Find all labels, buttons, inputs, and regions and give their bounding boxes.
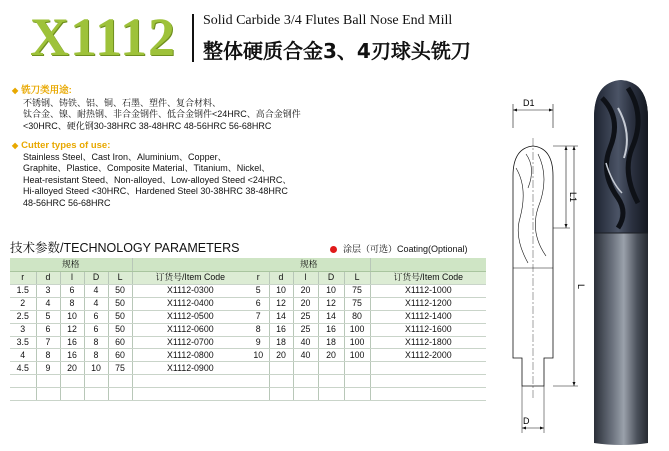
spec-cell	[108, 388, 132, 401]
spec-cell: 20	[269, 349, 293, 362]
spec-cell: 10	[318, 285, 344, 298]
table-row	[10, 310, 248, 323]
spec-cell: 12	[269, 297, 293, 310]
table-row	[248, 349, 486, 362]
item-code-cell: X1112-0700	[132, 336, 248, 349]
spec-cell	[60, 388, 84, 401]
column-header: d	[36, 271, 60, 285]
spec-cell: 10	[84, 362, 108, 375]
spec-cell	[84, 375, 108, 388]
usage-en-line: Graphite、Plastice、Composite Material、Titanium、Nickel、	[23, 163, 271, 174]
spec-cell	[248, 362, 269, 375]
dim-d-label: D	[523, 416, 530, 426]
usage-en-heading	[12, 140, 291, 151]
spec-cell: 7	[248, 310, 269, 323]
coating-dot-icon	[330, 246, 337, 253]
coating-label: 涂层（可选）Coating(Optional)	[343, 244, 468, 254]
column-header: r	[248, 271, 269, 285]
item-code-cell	[132, 375, 248, 388]
table-row	[248, 336, 486, 349]
column-header: 订货号/Item Code	[370, 271, 486, 285]
spec-cell	[36, 375, 60, 388]
spec-cell: 50	[108, 323, 132, 336]
column-header: L	[108, 271, 132, 285]
usage-zh-heading	[12, 82, 301, 96]
spec-cell: 4	[36, 297, 60, 310]
spec-cell: 25	[293, 310, 318, 323]
spec-header: 规格	[10, 258, 132, 271]
parameters-table-left	[10, 258, 248, 401]
spec-cell: 10	[60, 310, 84, 323]
spec-cell	[344, 362, 370, 375]
spec-cell: 5	[36, 310, 60, 323]
spec-cell	[344, 375, 370, 388]
item-code-cell: X1112-1600	[370, 323, 486, 336]
spec-cell: 80	[344, 310, 370, 323]
item-code-cell	[132, 388, 248, 401]
spec-cell	[318, 362, 344, 375]
table-row	[248, 310, 486, 323]
spec-cell: 20	[60, 362, 84, 375]
spec-cell	[269, 388, 293, 401]
usage-zh-line: 不锈钢、铸铁、铝、铜、石墨、塑件、复合材料、	[23, 98, 222, 108]
item-code-cell: X1112-1800	[370, 336, 486, 349]
spec-cell: 2.5	[10, 310, 36, 323]
spec-cell	[293, 375, 318, 388]
spec-cell: 50	[108, 310, 132, 323]
spec-cell: 5	[248, 285, 269, 298]
spec-cell: 100	[344, 349, 370, 362]
table-row	[10, 285, 248, 298]
spec-cell: 8	[84, 349, 108, 362]
item-code-cell	[370, 362, 486, 375]
spec-cell: 20	[293, 297, 318, 310]
spec-cell	[36, 388, 60, 401]
spec-cell: 8	[84, 336, 108, 349]
spec-cell: 16	[318, 323, 344, 336]
spec-cell	[344, 388, 370, 401]
spec-cell: 75	[344, 285, 370, 298]
spec-cell: 50	[108, 297, 132, 310]
spec-cell	[84, 388, 108, 401]
title-divider	[192, 14, 194, 62]
spec-cell	[318, 388, 344, 401]
spec-cell: 2	[10, 297, 36, 310]
spec-cell: 12	[318, 297, 344, 310]
item-code-cell: X1112-0300	[132, 285, 248, 298]
usage-en-line: Hi-alloyed Steed <30HRC、Hardened Steel 30-38HRC 38-48HRC	[23, 186, 288, 197]
spec-cell: 3	[36, 285, 60, 298]
spec-cell	[248, 375, 269, 388]
spec-cell: 3.5	[10, 336, 36, 349]
table-row	[10, 336, 248, 349]
usage-en-line: Stainless Steel、Cast Iron、Aluminium、Copper、	[23, 152, 227, 162]
table-row	[248, 285, 486, 298]
table-row	[248, 297, 486, 310]
table-row	[10, 362, 248, 375]
spec-cell: 16	[60, 336, 84, 349]
spec-cell: 7	[36, 336, 60, 349]
dim-l1-label: L1	[568, 192, 578, 203]
item-code-cell	[370, 375, 486, 388]
table-row	[248, 388, 486, 401]
usage-en-line: 48-56HRC 56-68HRC	[23, 197, 111, 208]
spec-cell	[248, 388, 269, 401]
item-code-header-spacer	[132, 258, 248, 271]
item-code-cell: X1112-0600	[132, 323, 248, 336]
table-row	[10, 349, 248, 362]
spec-cell: 12	[60, 323, 84, 336]
usage-en-line: Heat-resistant Steed、Non-alloyed、Low-alloyed Steed <24HRC、	[23, 174, 292, 185]
spec-cell: 6	[84, 310, 108, 323]
spec-cell: 10	[248, 349, 269, 362]
spec-cell: 60	[108, 336, 132, 349]
spec-cell: 4.5	[10, 362, 36, 375]
column-header: l	[293, 271, 318, 285]
item-code-cell: X1112-1000	[370, 285, 486, 298]
spec-cell: 8	[36, 349, 60, 362]
item-code-cell: X1112-0400	[132, 297, 248, 310]
spec-cell: 14	[269, 310, 293, 323]
item-code-header-spacer	[370, 258, 486, 271]
spec-cell: 40	[293, 349, 318, 362]
spec-cell: 4	[84, 285, 108, 298]
spec-cell: 9	[36, 362, 60, 375]
dim-l-label: L	[576, 284, 586, 290]
dim-d1-label: D1	[523, 98, 535, 108]
table-row	[10, 388, 248, 401]
usage-en-heading-text: Cutter types of use:	[21, 140, 111, 151]
column-header: D	[318, 271, 344, 285]
title-english: Solid Carbide 3/4 Flutes Ball Nose End Mill	[203, 13, 453, 28]
item-code-cell: X1112-0800	[132, 349, 248, 362]
item-code-cell	[370, 388, 486, 401]
spec-cell	[318, 375, 344, 388]
spec-cell	[108, 375, 132, 388]
spec-header: 规格	[248, 258, 370, 271]
spec-cell: 4	[84, 297, 108, 310]
item-code-cell: X1112-1400	[370, 310, 486, 323]
table-row	[10, 375, 248, 388]
end-mill-photo	[588, 78, 654, 448]
column-header: d	[269, 271, 293, 285]
spec-cell: 3	[10, 323, 36, 336]
spec-cell: 14	[318, 310, 344, 323]
end-mill-drawing	[498, 88, 588, 446]
title-chinese: 整体硬质合金3、4刃球头铣刀	[203, 39, 471, 63]
spec-cell: 6	[60, 285, 84, 298]
table-row	[10, 297, 248, 310]
column-header: r	[10, 271, 36, 285]
table-row	[248, 323, 486, 336]
parameters-title: 技术参数/TECHNOLOGY PARAMETERS	[10, 241, 240, 255]
spec-cell: 75	[344, 297, 370, 310]
spec-cell: 4	[10, 349, 36, 362]
usage-zh-section	[12, 82, 301, 132]
spec-cell: 8	[248, 323, 269, 336]
spec-cell	[293, 362, 318, 375]
spec-cell: 9	[248, 336, 269, 349]
spec-cell: 25	[293, 323, 318, 336]
column-header: L	[344, 271, 370, 285]
parameters-table-right	[248, 258, 486, 401]
table-row	[248, 375, 486, 388]
coating-note	[330, 242, 468, 255]
table-row	[248, 362, 486, 375]
spec-cell	[10, 375, 36, 388]
spec-cell: 18	[269, 336, 293, 349]
model-number: X1112	[30, 7, 177, 67]
spec-cell: 50	[108, 285, 132, 298]
diamond-bullet-icon: ◆	[12, 141, 19, 150]
item-code-cell: X1112-0900	[132, 362, 248, 375]
spec-cell: 6	[36, 323, 60, 336]
spec-cell	[10, 388, 36, 401]
spec-cell: 6	[84, 323, 108, 336]
column-header: D	[84, 271, 108, 285]
spec-cell: 60	[108, 349, 132, 362]
spec-cell: 6	[248, 297, 269, 310]
spec-cell: 1.5	[10, 285, 36, 298]
usage-en-section	[12, 140, 291, 209]
spec-cell: 20	[293, 285, 318, 298]
spec-cell: 16	[269, 323, 293, 336]
item-code-cell: X1112-1200	[370, 297, 486, 310]
column-header: l	[60, 271, 84, 285]
spec-cell: 18	[318, 336, 344, 349]
spec-cell: 8	[60, 297, 84, 310]
spec-cell	[293, 388, 318, 401]
spec-cell	[269, 362, 293, 375]
spec-cell: 16	[60, 349, 84, 362]
usage-zh-heading-text: 铣刀类用途:	[21, 85, 72, 96]
usage-zh-line: <30HRC、硬化钢30-38HRC 38-48HRC 48-56HRC 56-68HRC	[23, 120, 272, 131]
spec-cell: 75	[108, 362, 132, 375]
table-row	[10, 323, 248, 336]
spec-cell: 100	[344, 336, 370, 349]
spec-cell: 10	[269, 285, 293, 298]
spec-cell	[269, 375, 293, 388]
spec-cell	[60, 375, 84, 388]
item-code-cell: X1112-2000	[370, 349, 486, 362]
spec-cell: 40	[293, 336, 318, 349]
item-code-cell: X1112-0500	[132, 310, 248, 323]
usage-zh-line: 钛合金、镍、耐热钢、非合金钢件、低合金钢件<24HRC、高合金钢件	[23, 109, 301, 120]
column-header: 订货号/Item Code	[132, 271, 248, 285]
spec-cell: 100	[344, 323, 370, 336]
spec-cell: 20	[318, 349, 344, 362]
diamond-bullet-icon: ◆	[12, 86, 19, 95]
